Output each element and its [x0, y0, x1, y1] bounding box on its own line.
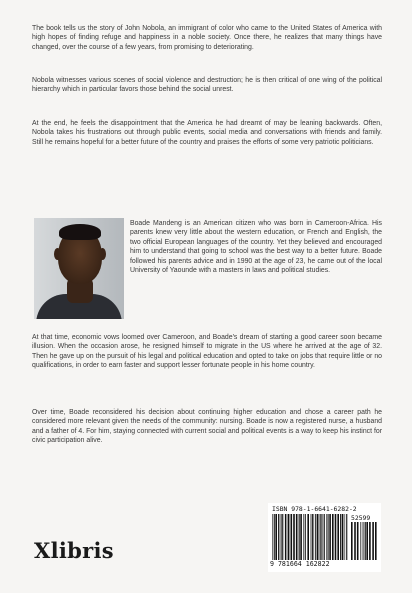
- barcode-bar: [272, 514, 273, 560]
- barcode-bar: [281, 514, 282, 560]
- barcode-bar: [275, 514, 277, 560]
- barcode-bar: [280, 514, 281, 560]
- barcode-bar: [321, 514, 322, 560]
- barcode-bar: [303, 514, 304, 560]
- barcode-bar: [278, 514, 279, 560]
- price-code: 52599: [351, 514, 371, 522]
- price-barcode-bars: [351, 522, 379, 560]
- barcode-bar: [357, 522, 359, 560]
- barcode-bar: [305, 514, 306, 560]
- barcode-bar: [362, 522, 363, 560]
- barcode-bars: [272, 514, 348, 560]
- author-bio-paragraph-2: At that time, economic vows loomed over Cameroon, and Boade's dream of starting a good career soon became illusion. When the occasion arose, he resigned himself to migrate in the US where he arrived at the age of 32. Then he gave up on the pursuit of his legal and political education and opted to take on jobs that require little or no qualifications, in order to earn faster and support lesser fortunate people in his home country.: [32, 334, 382, 370]
- author-photo: [34, 218, 124, 319]
- synopsis-paragraph-1: The book tells us the story of John Nobola, an immigrant of color who came to the United States of America with high hopes of finding refuge and happiness in a noble society. Once there, he realizes that many things have changed, over the course of a few years, from promising to deteriorating.: [32, 25, 382, 51]
- barcode-bar: [291, 514, 293, 560]
- barcode-bar: [296, 514, 298, 560]
- barcode-bar: [375, 522, 377, 560]
- barcode-bar: [365, 522, 366, 560]
- barcode-bar: [364, 522, 365, 560]
- barcode-bar: [320, 514, 321, 560]
- synopsis-paragraph-3: At the end, he feels the disappointment that the America he had dreamt of may be leaning backwards. Often, Nobola takes his frustrations out through public events, social media and conversations with friends and family. Still he remains hopeful for a better future of the country and praises the efforts of some very patriotic politicians.: [32, 120, 382, 146]
- barcode-bar: [326, 514, 327, 560]
- barcode-bar: [328, 514, 329, 560]
- barcode-bar: [317, 514, 319, 560]
- barcode-bar: [293, 514, 295, 560]
- barcode-bar: [340, 514, 341, 560]
- barcode-bar: [360, 522, 361, 560]
- author-bio-paragraph-1: Boade Mandeng is an American citizen who was born in Cameroon-Africa. His parents knew very little about the western education, or French and English, the two official European languages of the country. Yet they believed and encouraged him to understand that going to school was the best way to a better future. Boade followed his parents advice and in 1990 at the age of 23, he came out of the local University of Yaounde with a masters in laws and political studies.: [130, 220, 382, 275]
- barcode-bar: [315, 514, 316, 560]
- barcode-bar: [335, 514, 337, 560]
- barcode-bar: [366, 522, 368, 560]
- author-bio-paragraph-3: Over time, Boade reconsidered his decision about continuing higher education and chose a career path he considered more relevant given the needs of the community: nursing. Boade is now a registered nurse, a husband and a father of 4. For him, staying connected with current social and political events is a way to keep his instinct for civic participation alive.: [32, 409, 382, 445]
- barcode-bar: [323, 514, 324, 560]
- publisher-logo: Xlibris: [34, 538, 114, 563]
- barcode-bar: [332, 514, 334, 560]
- barcode-bar: [300, 514, 302, 560]
- barcode-bar: [337, 514, 339, 560]
- synopsis-paragraph-2: Nobola witnesses various scenes of social violence and destruction; he is then critical of one wing of the political hierarchy which in particular favors those behind the social unrest.: [32, 77, 382, 94]
- barcode-bar: [287, 514, 288, 560]
- barcode-bar: [346, 514, 347, 560]
- barcode-bar: [314, 514, 315, 560]
- barcode-bar: [372, 522, 374, 560]
- barcode-bar: [274, 514, 275, 560]
- barcode-digits: 9 781664 162822: [270, 560, 330, 568]
- barcode-bar: [329, 514, 331, 560]
- barcode-bar: [307, 514, 309, 560]
- barcode-bar: [282, 514, 283, 560]
- barcode-bar: [342, 514, 344, 560]
- barcode-bar: [311, 514, 312, 560]
- barcode-bar: [312, 514, 313, 560]
- barcode-bar: [285, 514, 286, 560]
- barcode-bar: [351, 522, 353, 560]
- barcode-bar: [354, 522, 356, 560]
- barcode-bar: [369, 522, 371, 560]
- barcode-bar: [288, 514, 290, 560]
- barcode-bar: [299, 514, 300, 560]
- isbn-label: ISBN 978-1-6641-6282-2: [272, 505, 357, 513]
- barcode-bar: [324, 514, 325, 560]
- barcode-bar: [345, 514, 346, 560]
